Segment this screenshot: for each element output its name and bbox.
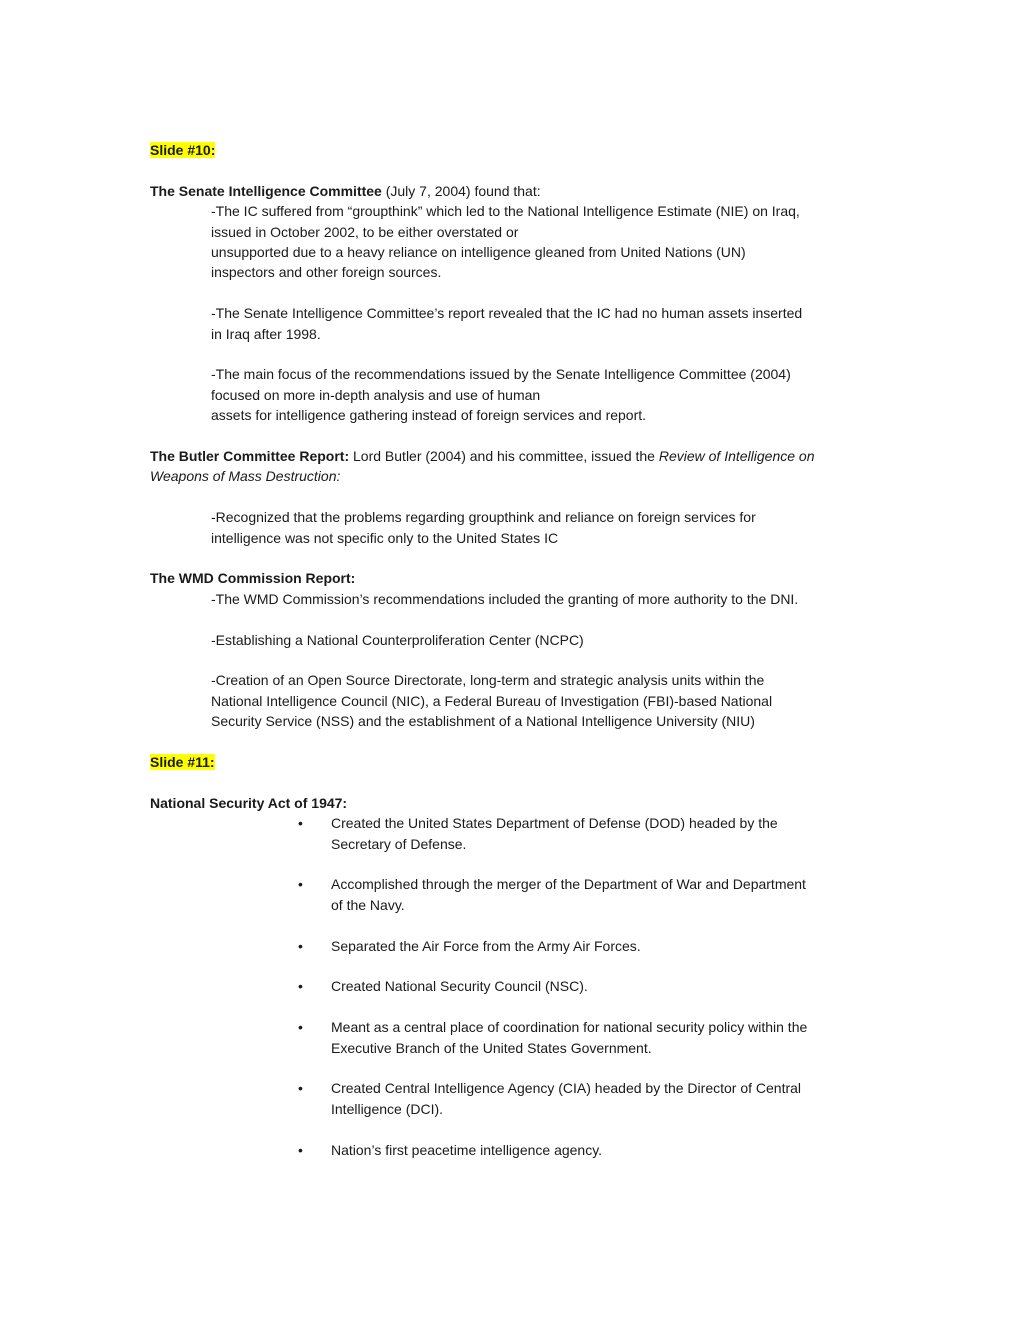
bullet-line: Nation’s first peacetime intelligence agency.	[331, 1141, 603, 1158]
slide-10-label: Slide #10:	[150, 142, 216, 158]
slide-11-label: Slide #11:	[150, 754, 215, 771]
bullet-text	[331, 1140, 880, 1160]
bullet-text	[331, 976, 880, 996]
document-page	[150, 140, 880, 1160]
bullet-text	[331, 1078, 880, 1119]
senate-committee-intro: The Senate Intelligence Committee (July 7, 2004) found that:	[150, 182, 541, 199]
bullet-line: Created National Security Council (NSC).	[331, 978, 588, 995]
bullet-icon: •	[298, 937, 303, 954]
bullet-line: Secretary of Defense.	[331, 835, 467, 852]
butler-report-title-cont: Weapons of Mass Destruction:	[150, 468, 341, 485]
bullet-line: Created Central Intelligence Agency (CIA) headed by the Director of Central	[331, 1080, 802, 1097]
bullet-icon: •	[298, 978, 303, 995]
bullet-item	[298, 874, 880, 915]
bullet-line: Intelligence (DCI).	[331, 1100, 444, 1117]
bullet-line: of the Navy.	[331, 896, 405, 913]
wmd-finding-3: -Creation of an Open Source Directorate, long-term and strategic analysis units within the National Intelligence Council (NIC), a Federal Bureau of Investigation (FBI)-based National Security Service (NSS) and the establishment of a National Intelligence University (NIU)	[211, 672, 773, 730]
butler-report-intro: The Butler Committee Report: Lord Butler (2004) and his committee, issued the Review of Intelligence on	[150, 448, 815, 465]
senate-finding-3: -The main focus of the recommendations issued by the Senate Intelligence Committee (2004) focused on more in-depth analysis and use of human assets for intelligence gathering instead of foreign services and report.	[211, 366, 791, 424]
bullet-line: Accomplished through the merger of the Department of War and Department	[331, 876, 806, 893]
bullet-icon: •	[298, 1080, 303, 1097]
butler-finding: -Recognized that the problems regarding groupthink and reliance on foreign services for intelligence was not specific only to the United States IC	[211, 509, 756, 546]
bullet-line: Executive Branch of the United States Government.	[331, 1039, 652, 1056]
bullet-item	[298, 813, 880, 854]
wmd-report-heading: The WMD Commission Report:	[150, 570, 356, 587]
wmd-finding-2: -Establishing a National Counterproliferation Center (NCPC)	[211, 631, 584, 648]
senate-finding-2: -The Senate Intelligence Committee’s report revealed that the IC had no human assets inserted in Iraq after 1998.	[211, 305, 803, 342]
bullet-item	[298, 1140, 880, 1160]
bullet-item	[298, 936, 880, 956]
bullet-line: Meant as a central place of coordination for national security policy within the	[331, 1019, 808, 1036]
bullet-text	[331, 874, 880, 915]
bullet-item	[298, 976, 880, 996]
bullet-text	[331, 813, 880, 854]
bullet-line: Created the United States Department of Defense (DOD) headed by the	[331, 815, 778, 832]
senate-finding-1: -The IC suffered from “groupthink” which led to the National Intelligence Estimate (NIE) on Iraq, issued in October 2002, to be either overstated or unsupported due to a heavy reliance on intelligence gleaned from United Nations (UN) inspectors and other foreign sources.	[211, 203, 800, 281]
bullet-item	[298, 1078, 880, 1119]
bullet-item	[298, 1017, 880, 1058]
bullet-line: Separated the Air Force from the Army Air Forces.	[331, 937, 641, 954]
bullet-icon: •	[298, 815, 303, 832]
wmd-finding-1: -The WMD Commission’s recommendations included the granting of more authority to the DNI.	[211, 590, 799, 607]
bullet-icon: •	[298, 1141, 303, 1158]
national-security-act-heading: National Security Act of 1947:	[150, 794, 348, 811]
bullet-icon: •	[298, 1019, 303, 1036]
bullet-text	[331, 1017, 880, 1058]
bullet-text	[331, 936, 880, 956]
butler-report-heading: The Butler Committee Report:	[150, 448, 350, 465]
national-security-act-bullets	[150, 813, 880, 1160]
senate-committee-heading: The Senate Intelligence Committee	[150, 182, 382, 199]
bullet-icon: •	[298, 876, 303, 893]
